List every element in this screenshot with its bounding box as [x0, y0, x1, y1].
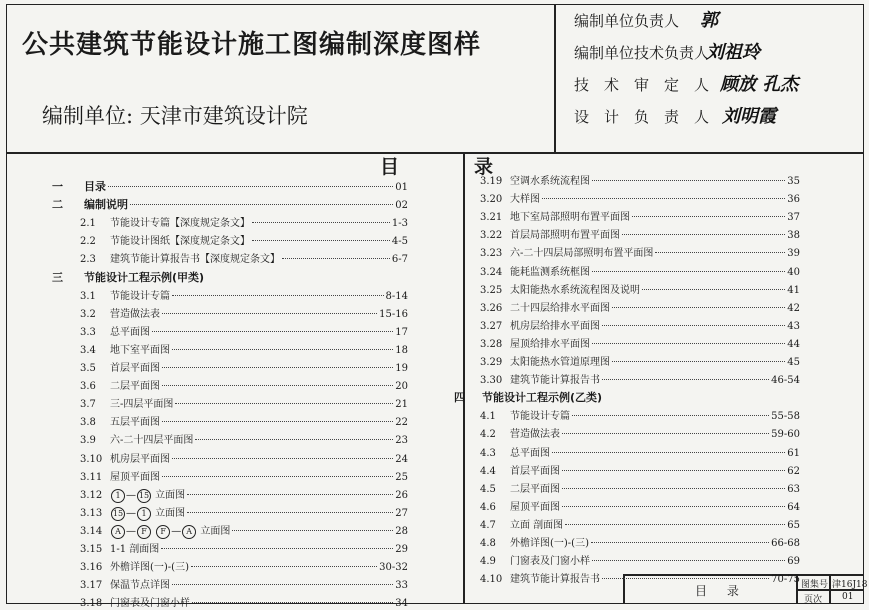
toc-page-number: 42 [787, 302, 800, 314]
toc-entry-number: 一 [52, 180, 63, 193]
toc-entry-title: 1 — 15 立面图 [106, 486, 185, 503]
toc-entry-title: 节能设计专篇 [110, 290, 170, 302]
toc-entry-number: 3.19 [480, 176, 503, 187]
toc-entry-title: 外檐详图(一)-(三) [510, 538, 589, 549]
toc-leader-dots [552, 452, 785, 453]
toc-entry[interactable] [80, 341, 408, 356]
handwritten-signature: 郭 [700, 10, 718, 31]
toc-leader-dots [172, 584, 393, 585]
toc-entry[interactable] [80, 486, 408, 503]
toc-page-number: 15-16 [379, 308, 408, 320]
toc-leader-dots [562, 488, 785, 489]
toc-entry-title: 太阳能热水管道原理图 [510, 357, 610, 368]
toc-leader-dots [592, 343, 785, 344]
toc-entry-title: 二十四层给排水平面图 [510, 302, 610, 314]
toc-leader-dots [187, 494, 393, 495]
toc-leader-dots [622, 234, 785, 235]
toc-entry-number: 3.4 [80, 344, 96, 356]
toc-page-number: 64 [787, 501, 800, 513]
toc-page-number: 63 [787, 483, 800, 495]
toc-entry-title: 立面 剖面图 [510, 519, 564, 531]
atlas-value: 津16J18 [832, 580, 868, 590]
toc-entry-number: 3.30 [480, 375, 503, 387]
toc-leader-dots [602, 379, 769, 380]
toc-entry-title: 编制说明 [84, 198, 128, 212]
toc-leader-dots [130, 204, 393, 205]
toc-entry[interactable] [480, 172, 800, 187]
toc-entry-number: 4.10 [480, 574, 503, 586]
toc-page-number: 6-7 [391, 254, 408, 266]
toc-entry[interactable] [80, 468, 408, 483]
toc-leader-dots [191, 566, 377, 567]
toc-leader-dots [542, 198, 785, 199]
toc-entry-number: 3.21 [480, 212, 503, 224]
toc-entry[interactable] [480, 498, 800, 513]
toc-entry-number: 2.1 [80, 218, 96, 230]
toc-entry[interactable] [480, 570, 800, 585]
toc-entry-number: 2.3 [80, 254, 96, 266]
toc-page-number: 1-3 [391, 218, 408, 230]
toc-entry-number: 三 [52, 270, 63, 284]
toc-entry[interactable] [80, 540, 408, 555]
toc-entry-number: 二 [52, 198, 63, 212]
toc-entry[interactable] [480, 516, 800, 531]
toc-page-number: 19 [395, 363, 408, 374]
axis-marker: 15 [137, 489, 151, 503]
toc-page-number: 44 [787, 338, 800, 350]
toc-entry[interactable] [480, 208, 800, 223]
toc-section-entry[interactable] [52, 178, 408, 194]
toc-entry[interactable] [480, 226, 800, 241]
toc-section-entry[interactable] [52, 196, 408, 212]
toc-entry-title: 机房层平面图 [110, 453, 170, 465]
toc-leader-dots [232, 530, 393, 531]
toc-entry-number: 3.29 [480, 357, 503, 368]
toc-entry-title: 大样图 [510, 194, 540, 206]
toc-entry-title: 五层平面图 [110, 417, 160, 429]
toc-entry[interactable] [80, 214, 408, 229]
toc-entry-title: 节能设计专篇 [510, 411, 570, 423]
toc-entry-number: 3.3 [80, 326, 96, 338]
toc-leader-dots [252, 222, 390, 223]
toc-entry-title: 空调水系统流程图 [510, 176, 590, 187]
toc-entry[interactable] [80, 323, 408, 338]
toc-page-number: 40 [787, 266, 800, 278]
toc-leader-dots [602, 325, 785, 326]
toc-entry-number: 3.7 [80, 399, 96, 411]
toc-page-number: 17 [395, 326, 408, 338]
toc-entry-title: 二层平面图 [510, 483, 560, 495]
toc-entry[interactable] [480, 407, 800, 422]
toc-entry[interactable] [480, 353, 800, 368]
toc-page-number: 62 [787, 465, 800, 477]
toc-entry-number: 3.9 [80, 435, 96, 447]
toc-entry-title: 建筑节能计算报告书 [510, 574, 600, 586]
toc-entry[interactable] [480, 425, 800, 440]
toc-page-number: 26 [395, 489, 408, 501]
toc-entry[interactable] [80, 504, 408, 521]
toc-column-divider [463, 152, 465, 604]
toc-leader-dots [187, 512, 393, 513]
toc-entry-title: 保温节点详图 [110, 580, 170, 592]
atlas-label: 图集号 [801, 580, 829, 590]
toc-entry[interactable] [480, 335, 800, 350]
toc-entry-title-text: 立面图 [152, 489, 186, 501]
toc-leader-dots [192, 602, 393, 603]
toc-entry-title-text: 立面图 [152, 507, 186, 519]
signature-block-divider [554, 4, 556, 152]
toc-entry[interactable] [480, 317, 800, 332]
toc-leader-dots [562, 433, 769, 434]
toc-entry[interactable] [80, 558, 408, 573]
toc-entry-number: 4.3 [480, 447, 496, 459]
toc-entry-number: 3.11 [80, 471, 103, 483]
toc-page-number: 45 [787, 357, 800, 368]
toc-leader-dots [642, 289, 785, 290]
toc-entry-title: 六-二十四层平面图 [110, 435, 194, 447]
toc-leader-dots [108, 186, 393, 187]
toc-leader-dots [162, 476, 393, 477]
toc-leader-dots [162, 421, 393, 422]
toc-leader-dots [565, 524, 785, 525]
toc-entry[interactable] [80, 250, 408, 265]
toc-page-number: 34 [395, 598, 408, 610]
toc-entry-title: 能耗监测系统框图 [510, 266, 590, 278]
header-divider [6, 152, 864, 154]
handwritten-signature: 顾放 孔杰 [720, 74, 799, 95]
toc-entry-title: 门窗表及门窗小样 [510, 556, 590, 568]
toc-entry-title: 首层平面图 [510, 465, 560, 477]
toc-entry-number: 3.24 [480, 266, 503, 278]
toc-page-number: 38 [787, 230, 800, 242]
toc-entry[interactable] [480, 462, 800, 477]
toc-entry[interactable] [480, 534, 800, 549]
toc-page-number: 43 [787, 320, 800, 332]
toc-section-entry[interactable] [454, 389, 800, 405]
toc-page-number: 28 [395, 525, 408, 537]
toc-entry-number: 4.9 [480, 556, 496, 568]
toc-page-number: 8-14 [385, 290, 408, 302]
toc-leader-dots [562, 506, 785, 507]
toc-entry-title: 总平面图 [110, 326, 150, 338]
page-value: 01 [842, 592, 854, 602]
toc-entry-title: 总平面图 [510, 447, 550, 459]
toc-leader-dots [562, 470, 785, 471]
toc-entry[interactable] [80, 232, 408, 247]
toc-entry-title: 三-四层平面图 [110, 399, 174, 411]
toc-entry-number: 4.2 [480, 429, 496, 441]
toc-entry[interactable] [480, 444, 800, 459]
toc-entry-number: 3.20 [480, 194, 503, 206]
signer-role: 编制单位负责人 [574, 12, 680, 30]
toc-entry-number: 4.8 [480, 538, 496, 549]
toc-page-number: 24 [395, 453, 408, 465]
toc-page-number: 29 [395, 544, 408, 555]
toc-leader-dots [162, 313, 377, 314]
toc-page-number: 46-54 [771, 375, 800, 387]
toc-entry-number: 3.23 [480, 248, 503, 260]
toc-entry-title: 15 — 1 立面图 [112, 507, 186, 519]
toc-entry-number: 3.26 [480, 302, 503, 314]
toc-page-number: 59-60 [771, 429, 800, 441]
toc-entry-title: 建筑节能计算报告书 [510, 375, 600, 387]
toc-entry-number: 4.7 [480, 519, 496, 531]
toc-entry[interactable] [80, 431, 408, 446]
toc-page-number: 20 [395, 381, 408, 393]
organization-prefix: 编制单位: [42, 104, 134, 128]
toc-entry[interactable] [480, 190, 800, 205]
toc-page-number: 33 [395, 580, 408, 592]
toc-leader-dots [612, 361, 785, 362]
toc-page-number: 21 [395, 399, 408, 411]
toc-entry-title: 首层局部照明布置平面图 [510, 230, 620, 242]
toc-leader-dots [195, 439, 393, 440]
toc-entry-title: A — F F — A 立面图 [106, 522, 230, 539]
toc-page-number: 66-68 [771, 538, 800, 549]
toc-entry[interactable] [80, 450, 408, 465]
toc-entry-title: 屋顶平面图 [510, 501, 560, 513]
toc-entry[interactable] [480, 263, 800, 278]
toc-entry-number: 3.10 [80, 453, 103, 465]
toc-leader-dots [572, 415, 769, 416]
toc-entry-title: 太阳能热水系统流程图及说明 [510, 284, 640, 296]
toc-page-number: 36 [787, 194, 800, 206]
toc-entry[interactable] [80, 287, 408, 302]
toc-leader-dots [592, 560, 785, 561]
toc-page-number: 35 [787, 176, 800, 187]
toc-page-number: 55-58 [771, 411, 800, 423]
toc-entry-number: 4.6 [480, 501, 496, 513]
toc-entry-title: 营造做法表 [110, 308, 160, 320]
toc-page-number: 02 [395, 200, 408, 212]
toc-entry-number: 4.1 [480, 411, 496, 423]
organization-line [42, 100, 308, 130]
toc-entry-number: 3.14 [80, 525, 103, 537]
toc-page-number: 69 [787, 556, 800, 568]
toc-entry-title: 门窗表及门窗小样 [110, 598, 190, 610]
toc-entry-title: 营造做法表 [510, 429, 560, 441]
axis-marker: 1 [137, 507, 151, 521]
toc-entry-title-text: 立面图 [197, 525, 231, 537]
toc-entry[interactable] [480, 552, 800, 567]
toc-entry-number: 3.2 [80, 308, 96, 320]
toc-leader-dots [175, 403, 393, 404]
toc-entry-number: 3.16 [80, 562, 103, 574]
toc-leader-dots [172, 295, 384, 296]
toc-page-number: 41 [787, 284, 800, 296]
axis-marker: F [156, 525, 170, 539]
toc-page-number: 61 [787, 447, 800, 459]
axis-marker: 15 [111, 507, 125, 521]
toc-entry-number: 3.28 [480, 338, 503, 350]
toc-entry-number: 4.5 [480, 483, 496, 495]
toc-entry-title: 1-1 剖面图 [110, 544, 160, 555]
toc-entry-number: 3.5 [80, 363, 96, 374]
toc-entry-number: 3.25 [480, 284, 503, 296]
toc-entry-title: 机房层给排水平面图 [510, 320, 600, 332]
toc-leader-dots [655, 252, 785, 253]
toc-section-entry[interactable] [52, 269, 408, 285]
page-label: 页次 [804, 595, 823, 605]
toc-entry-title: 外檐详图(一)-(三) [110, 562, 189, 574]
toc-entry-number: 3.15 [80, 544, 103, 555]
toc-heading-left: 目 [380, 156, 400, 178]
toc-entry[interactable] [80, 413, 408, 428]
toc-entry[interactable] [80, 305, 408, 320]
sheet-title: 目 录 [695, 584, 747, 598]
toc-entry-title: 节能设计工程示例(甲类) [84, 270, 205, 284]
toc-entry-title: 地下室局部照明布置平面图 [510, 212, 630, 224]
toc-entry-number: 3.6 [80, 381, 96, 393]
toc-entry-number: 四 [454, 391, 465, 405]
axis-marker: A [111, 525, 125, 539]
toc-page-number: 23 [395, 435, 408, 447]
toc-leader-dots [252, 240, 390, 241]
toc-leader-dots [161, 548, 393, 549]
toc-entry-number: 3.8 [80, 417, 96, 429]
signer-role: 设计负责人 [574, 108, 725, 126]
axis-marker: A [182, 525, 196, 539]
toc-leader-dots [162, 385, 393, 386]
toc-page-number: 22 [395, 417, 408, 429]
toc-entry[interactable] [480, 480, 800, 495]
toc-leader-dots [632, 216, 785, 217]
toc-heading-right: 录 [474, 156, 494, 178]
toc-entry-title: 六-二十四层局部照明布置平面图 [510, 248, 654, 260]
signer-role: 技术审定人 [574, 76, 725, 94]
toc-page-number: 18 [395, 344, 408, 356]
toc-leader-dots [602, 578, 769, 579]
toc-entry-number: 3.1 [80, 290, 96, 302]
toc-leader-dots [152, 331, 393, 332]
toc-entry[interactable] [480, 281, 800, 296]
toc-entry-number: 3.17 [80, 580, 103, 592]
toc-entry-number: 3.27 [480, 320, 503, 332]
toc-page-number: 39 [787, 248, 800, 260]
toc-entry[interactable] [480, 244, 800, 259]
toc-leader-dots [172, 458, 393, 459]
toc-entry[interactable] [80, 594, 408, 609]
handwritten-signature: 刘祖玲 [706, 42, 760, 63]
toc-entry-number: 4.4 [480, 465, 496, 477]
toc-leader-dots [172, 349, 393, 350]
axis-marker: F [137, 525, 151, 539]
toc-entry-number: 2.2 [80, 236, 96, 248]
toc-leader-dots [162, 367, 393, 368]
toc-entry-title: 二层平面图 [110, 381, 160, 393]
toc-entry-title: 节能设计工程示例(乙类) [482, 391, 603, 405]
toc-entry-number: 3.18 [80, 598, 103, 610]
handwritten-signature: 刘明霞 [722, 106, 776, 127]
toc-page-number: 30-32 [379, 562, 408, 574]
toc-entry[interactable] [480, 371, 800, 386]
toc-leader-dots [612, 307, 785, 308]
organization-name: 天津市建筑设计院 [139, 104, 308, 128]
toc-page-number: 70-75 [771, 574, 800, 586]
toc-entry-title: 节能设计专篇【深度规定条文】 [110, 218, 250, 230]
toc-page-number: 27 [395, 507, 408, 519]
signer-role: 编制单位技术负责人 [574, 44, 710, 62]
toc-entry-title: 建筑节能计算报告书【深度规定条文】 [110, 254, 280, 266]
toc-leader-dots [592, 180, 785, 181]
toc-entry[interactable] [80, 377, 408, 392]
axis-marker: 1 [111, 489, 125, 503]
document-title: 公共建筑节能设计施工图编制深度图样 [22, 30, 482, 60]
toc-page-number: 4-5 [391, 236, 408, 248]
toc-entry-title: 屋顶给排水平面图 [510, 338, 590, 350]
toc-leader-dots [592, 271, 785, 272]
toc-entry[interactable] [80, 395, 408, 410]
toc-entry[interactable] [80, 522, 408, 539]
toc-page-number: 01 [395, 182, 408, 193]
toc-entry-number: 3.22 [480, 230, 503, 242]
toc-entry-title: 地下室平面图 [110, 344, 170, 356]
toc-page-number: 37 [787, 212, 800, 224]
toc-entry-title: 屋顶平面图 [110, 471, 160, 483]
toc-entry-title: 节能设计图纸【深度规定条文】 [110, 236, 250, 248]
toc-entry[interactable] [480, 299, 800, 314]
toc-entry-title: 目录 [84, 180, 106, 193]
toc-entry[interactable] [80, 576, 408, 591]
toc-page-number: 25 [395, 471, 408, 483]
toc-page-number: 65 [787, 519, 800, 531]
toc-entry-number: 3.12 [80, 489, 103, 501]
toc-entry-title: 首层平面图 [110, 363, 160, 374]
toc-entry[interactable] [80, 359, 408, 374]
toc-leader-dots [282, 258, 390, 259]
toc-entry-number: 3.13 [80, 507, 103, 519]
toc-leader-dots [591, 542, 769, 543]
